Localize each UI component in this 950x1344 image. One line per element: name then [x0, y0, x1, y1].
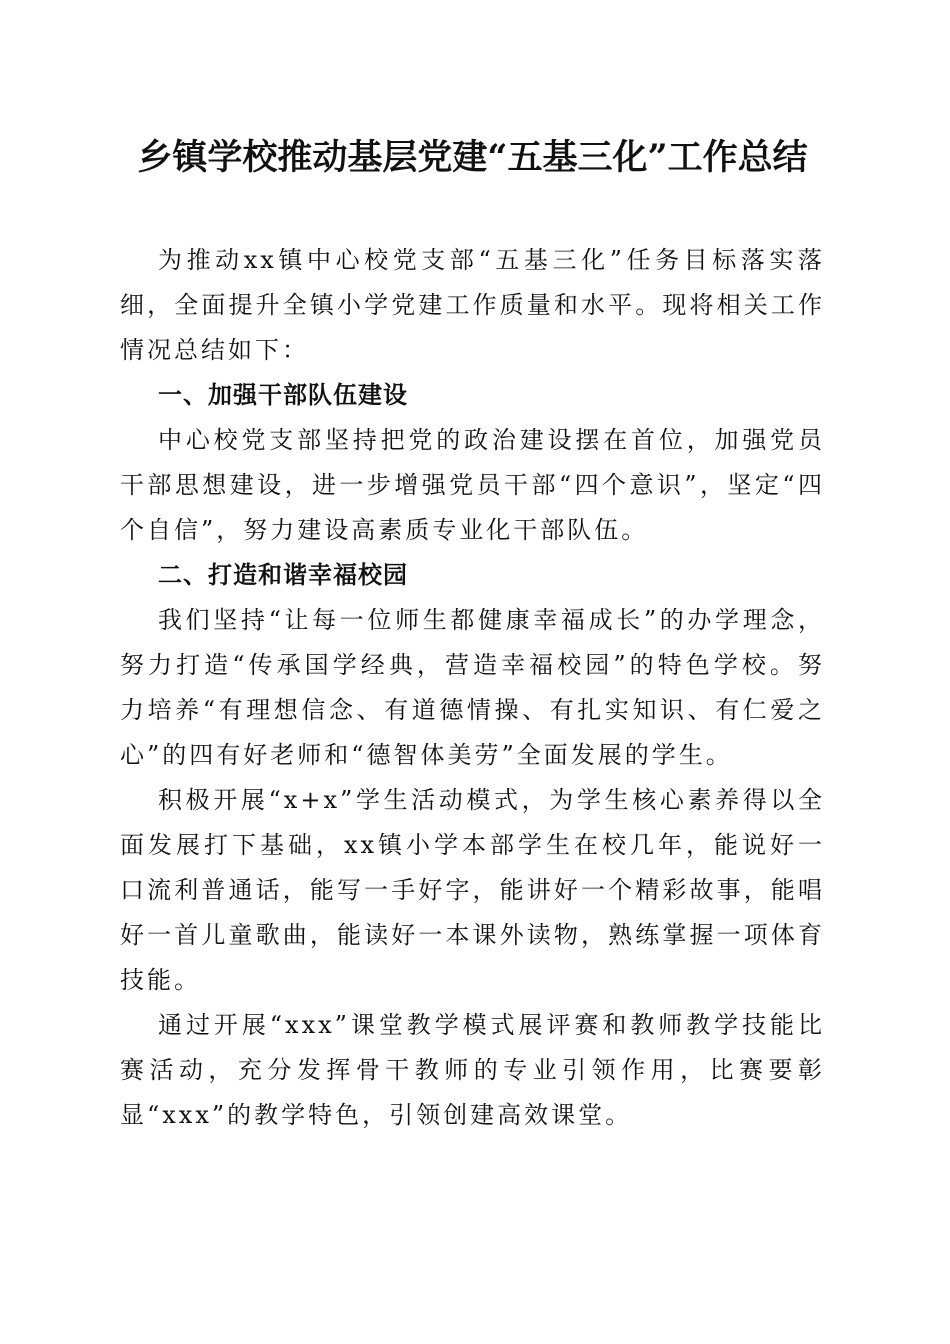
section-heading-1: 一、加强干部队伍建设	[158, 381, 408, 409]
intro-paragraph: 为推动xx镇中心校党支部“五基三化”任务目标落实落细，全面提升全镇小学党建工作质量和水平。现将相关工作情况总结如下：	[120, 246, 825, 364]
section2-paragraph-3: 通过开展“xxx”课堂教学模式展评赛和教师教学技能比赛活动，充分发挥骨干教师的专业引领作用，比赛要彰显“xxx”的教学特色，引领创建高效课堂。	[120, 1011, 825, 1129]
section2-paragraph-1: 我们坚持“让每一位师生都健康幸福成长”的办学理念，努力打造“传承国学经典，营造幸福校园”的特色学校。努力培养“有理想信念、有道德情操、有扎实知识、有仁爱之心”的四有好老师和“德智体美劳”全面发展的学生。	[120, 606, 825, 769]
section-heading-2: 二、打造和谐幸福校园	[158, 561, 408, 589]
section1-paragraph-1: 中心校党支部坚持把党的政治建设摆在首位，加强党员干部思想建设，进一步增强党员干部“四个意识”，坚定“四个自信”，努力建设高素质专业化干部队伍。	[120, 426, 825, 544]
document-title: 乡镇学校推动基层党建“五基三化”工作总结	[137, 137, 808, 178]
section2-paragraph-2: 积极开展“x+x”学生活动模式，为学生核心素养得以全面发展打下基础，xx镇小学本部学生在校几年，能说好一口流利普通话，能写一手好字，能讲好一个精彩故事，能唱好一首儿童歌曲，能读好一本课外读物，熟练掌握一项体育技能。	[120, 786, 825, 994]
document-page	[120, 128, 825, 1138]
